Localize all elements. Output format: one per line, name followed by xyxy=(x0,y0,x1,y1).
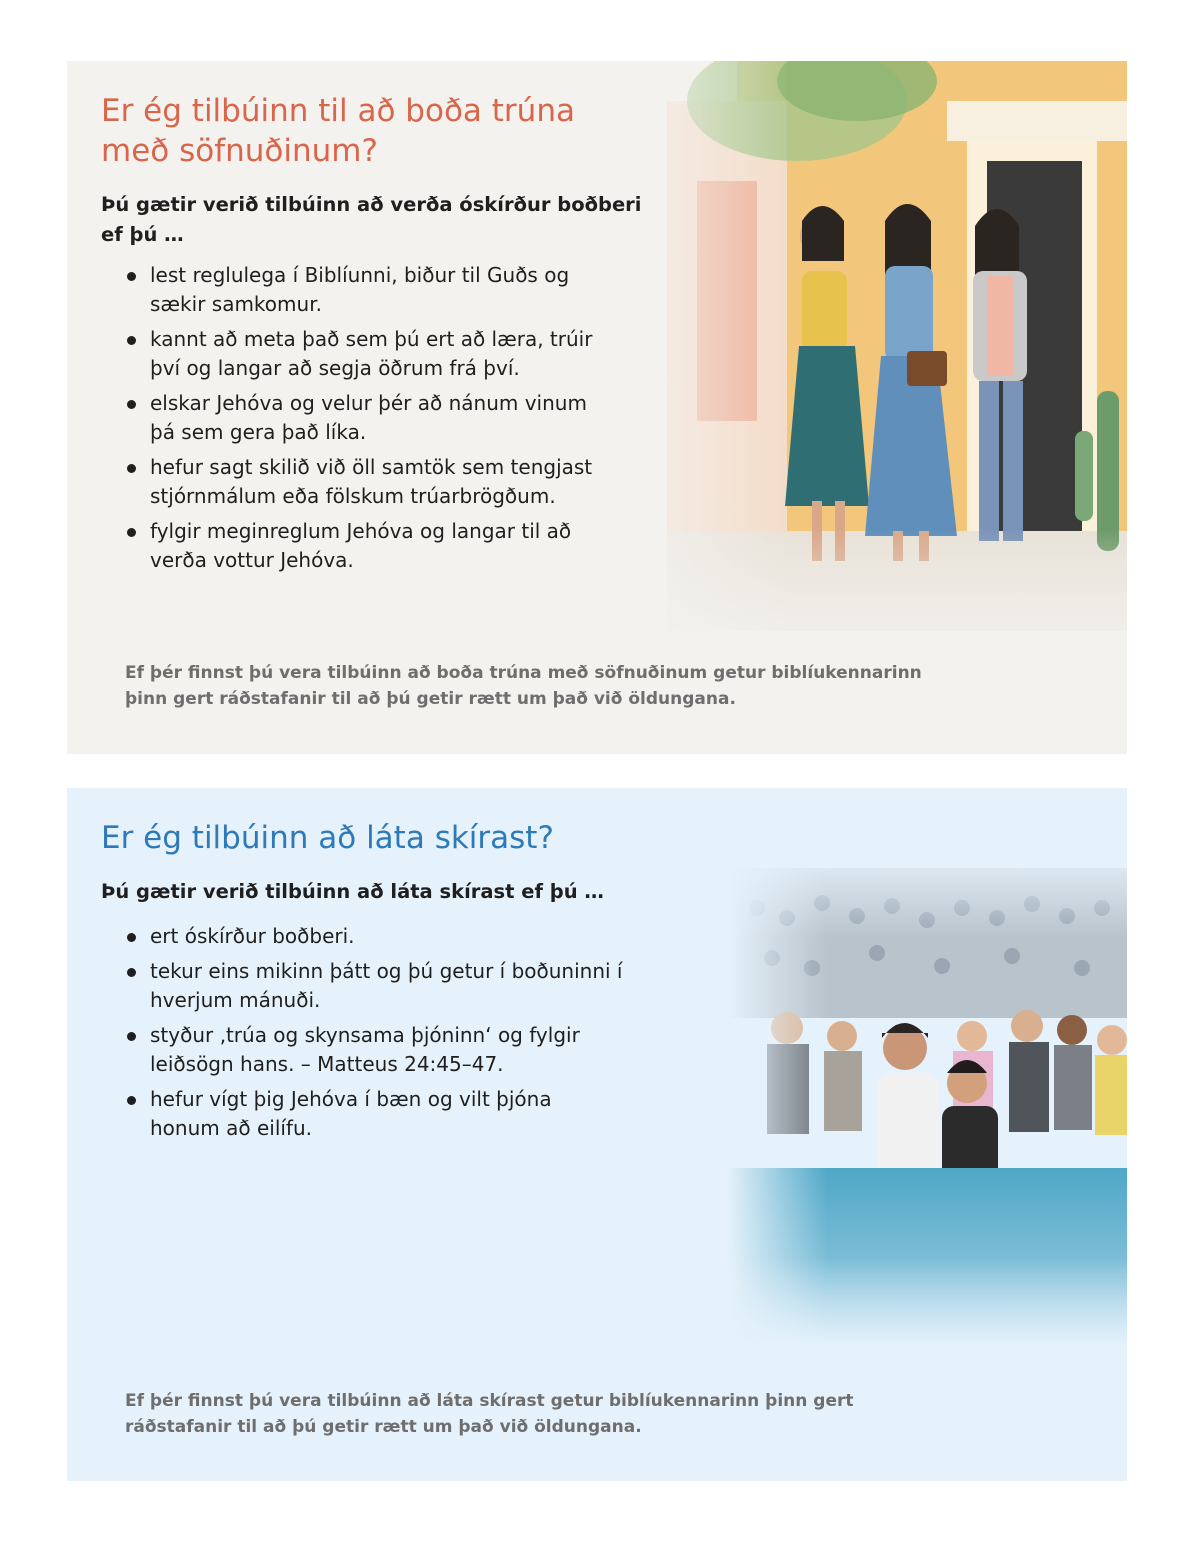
list-item xyxy=(125,261,605,319)
list-item-text: tekur eins mikinn þátt og þú getur í boðuninni í hverjum mánuði. xyxy=(150,959,623,1012)
list-item xyxy=(125,957,625,1015)
list-item-text: elskar Jehóva og velur þér að nánum vinum þá sem gera það líka. xyxy=(150,391,587,444)
list-item-text: fylgir meginreglum Jehóva og langar til að verða vottur Jehóva. xyxy=(150,519,572,572)
list-item-text: hefur sagt skilið við öll samtök sem tengjast stjórnmálum eða fölskum trúarbrögðum. xyxy=(150,455,593,508)
list-item-text: ert óskírður boðberi. xyxy=(150,924,355,948)
criteria-list xyxy=(125,261,605,581)
bullet-icon xyxy=(127,933,136,942)
baptism-illustration xyxy=(727,848,1127,1348)
bullet-icon xyxy=(127,528,136,537)
section-publisher-readiness xyxy=(67,61,1127,754)
criteria-list xyxy=(125,922,625,1149)
bullet-icon xyxy=(127,1032,136,1041)
list-item xyxy=(125,453,605,511)
section-title: Er ég tilbúinn til að boða trúna með söfnuðinum? xyxy=(101,93,575,169)
section-lead: Þú gætir verið tilbúinn að láta skírast ef þú … xyxy=(101,880,604,903)
list-item xyxy=(125,389,605,447)
bullet-icon xyxy=(127,272,136,281)
list-item-text: styður ‚trúa og skynsama þjóninn‘ og fylgir leiðsögn hans. – Matteus 24:45–47. xyxy=(150,1023,580,1076)
section-footnote: Ef þér finnst þú vera tilbúinn að láta skírast getur biblíukennarinn þinn gert ráðstafanir til að þú getir rætt um það við öldungana. xyxy=(125,1391,854,1437)
bullet-icon xyxy=(127,400,136,409)
bullet-icon xyxy=(127,336,136,345)
list-item-text: lest reglulega í Biblíunni, biður til Guðs og sækir samkomur. xyxy=(150,263,570,316)
section-baptism-readiness xyxy=(67,788,1127,1481)
section-lead: Þú gætir verið tilbúinn að verða óskírður boðberi ef þú … xyxy=(101,193,642,246)
list-item xyxy=(125,517,605,575)
list-item-text: kannt að meta það sem þú ert að læra, trúir því og langar að segja öðrum frá því. xyxy=(150,327,593,380)
bullet-icon xyxy=(127,1096,136,1105)
bullet-icon xyxy=(127,464,136,473)
section-title: Er ég tilbúinn að láta skírast? xyxy=(101,820,554,856)
section-footnote: Ef þér finnst þú vera tilbúinn að boða trúna með söfnuðinum getur biblíukennarinn þinn gert ráðstafanir til að þú getir rætt um það við öldungana. xyxy=(125,663,922,709)
list-item xyxy=(125,922,625,951)
list-item xyxy=(125,1021,625,1079)
list-item xyxy=(125,325,605,383)
list-item-text: hefur vígt þig Jehóva í bæn og vilt þjóna honum að eilífu. xyxy=(150,1087,552,1140)
list-item xyxy=(125,1085,625,1143)
ministry-doorstep-illustration xyxy=(607,61,1127,661)
bullet-icon xyxy=(127,968,136,977)
